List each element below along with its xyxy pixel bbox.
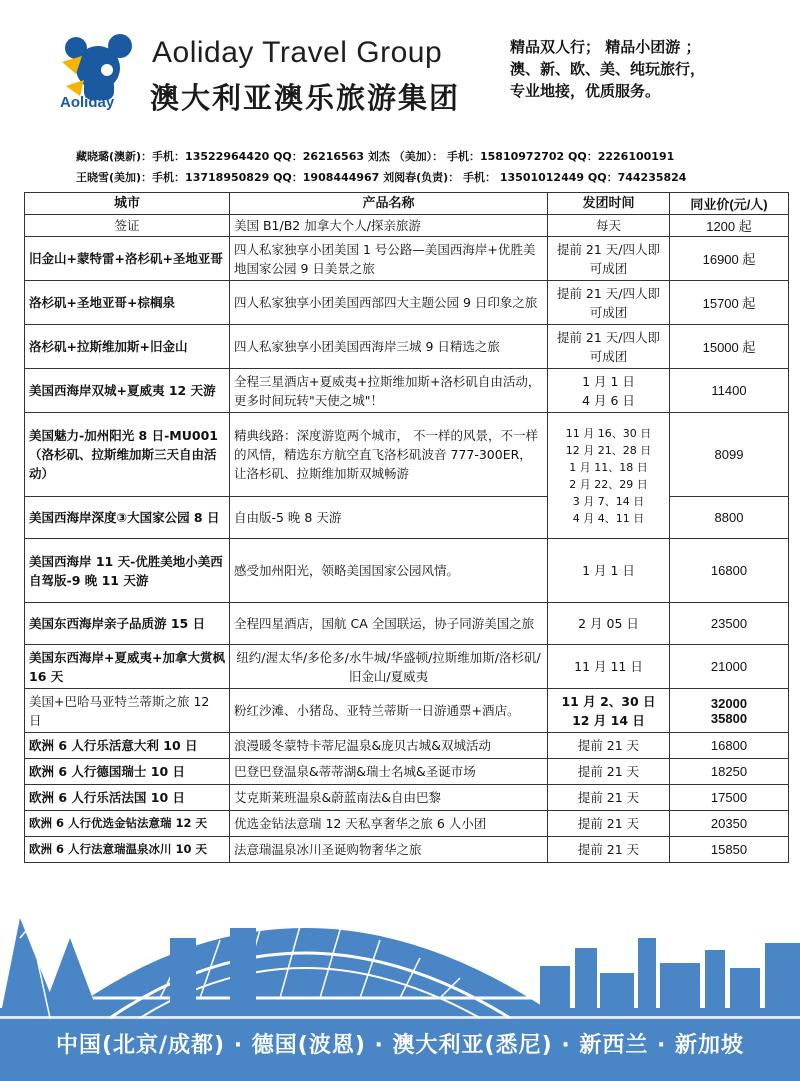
row-product: 艾克斯莱班温泉&蔚蓝南法&自由巴黎 xyxy=(230,785,548,811)
row-date-merged xyxy=(548,413,670,539)
row-date: 每天 xyxy=(548,215,670,237)
row-price xyxy=(670,689,789,733)
table-row xyxy=(25,603,789,645)
row-city: 美国东西海岸亲子品质游 15 日 xyxy=(25,603,230,645)
table-row xyxy=(25,325,789,369)
row-product: 巴登巴登温泉&蒂蒂湖&瑞士名城&圣诞市场 xyxy=(230,759,548,785)
row-date xyxy=(548,689,670,733)
row-city: 欧洲 6 人行乐活法国 10 日 xyxy=(25,785,230,811)
date-line: 4 月 4、11 日 xyxy=(572,511,645,525)
table-row xyxy=(25,215,789,237)
row-city: 洛杉矶+圣地亚哥+棕榈泉 xyxy=(25,281,230,325)
date-line: 4 月 6 日 xyxy=(582,392,635,408)
table-row xyxy=(25,645,789,689)
row-city: 美国+巴哈马亚特兰蒂斯之旅 12 日 xyxy=(25,689,230,733)
row-product: 精典线路：深度游览两个城市， 不一样的风景，不一样的风情，精选东方航空直飞洛杉矶波音 777-300ER，让洛杉矶、拉斯维加斯双城畅游 xyxy=(230,413,548,497)
row-product: 全程三星酒店+夏威夷+拉斯维加斯+洛杉矶自由活动，更多时间玩转"天使之城"！ xyxy=(230,369,548,413)
row-price: 8099 xyxy=(670,413,789,497)
price-line: 35800 xyxy=(710,710,748,726)
date-line: 12 月 14 日 xyxy=(572,712,645,728)
date-line: 2 月 22、29 日 xyxy=(569,477,648,491)
header-city: 城市 xyxy=(25,193,230,215)
price-line: 32000 xyxy=(710,695,748,711)
row-city: 旧金山+蒙特雷+洛杉矶+圣地亚哥 xyxy=(25,237,230,281)
row-price: 1200 起 xyxy=(670,215,789,237)
row-city: 美国西海岸深度③大国家公园 8 日 xyxy=(25,497,230,539)
tagline-line: 专业地接，优质服务。 xyxy=(510,82,661,100)
date-line: 1 月 11、18 日 xyxy=(569,460,648,474)
product-price-table xyxy=(24,192,789,863)
table-row xyxy=(25,369,789,413)
contact-line: 王晓雪(美加)：手机：13718950829 QQ：1908444967 刘阅春(负责)： 手机： 13501012449 QQ：744235824 xyxy=(76,171,687,184)
table-row xyxy=(25,237,789,281)
row-price: 23500 xyxy=(670,603,789,645)
header-departure: 发团时间 xyxy=(548,193,670,215)
row-price: 18250 xyxy=(670,759,789,785)
table-row xyxy=(25,759,789,785)
table-row xyxy=(25,811,789,837)
row-city: 欧洲 6 人行乐活意大利 10 日 xyxy=(25,733,230,759)
table-row xyxy=(25,785,789,811)
row-city: 签证 xyxy=(25,215,230,237)
row-date: 提前 21 天/四人即可成团 xyxy=(548,237,670,281)
row-city: 美国魅力-加州阳光 8 日-MU001（洛杉矶、拉斯维加斯三天自由活动） xyxy=(25,413,230,497)
row-product: 优选金钻法意瑞 12 天私享奢华之旅 6 人小团 xyxy=(230,811,548,837)
row-city: 欧洲 6 人行优选金钻法意瑞 12 天 xyxy=(25,811,230,837)
row-date: 提前 21 天 xyxy=(548,759,670,785)
row-product: 美国 B1/B2 加拿大个人/探亲旅游 xyxy=(230,215,548,237)
row-price: 16800 xyxy=(670,733,789,759)
row-price: 20350 xyxy=(670,811,789,837)
tagline xyxy=(510,36,790,102)
date-line: 1 月 1 日 xyxy=(582,373,635,389)
row-product: 全程四星酒店，国航 CA 全国联运，协子同游美国之旅 xyxy=(230,603,548,645)
row-product: 感受加州阳光，领略美国国家公园风情。 xyxy=(230,539,548,603)
row-price: 8800 xyxy=(670,497,789,539)
row-date: 2 月 05 日 xyxy=(548,603,670,645)
logo-wordmark: Aoliday xyxy=(60,94,115,111)
header-product: 产品名称 xyxy=(230,193,548,215)
row-date: 提前 21 天 xyxy=(548,733,670,759)
row-product: 四人私家独享小团美国 1 号公路—美国西海岸+优胜美地国家公园 9 日美景之旅 xyxy=(230,237,548,281)
row-price: 11400 xyxy=(670,369,789,413)
row-product: 纽约/渥太华/多伦多/水牛城/华盛顿/拉斯维加斯/洛杉矶/旧金山/夏威夷 xyxy=(230,645,548,689)
row-price: 17500 xyxy=(670,785,789,811)
tagline-line: 澳、新、欧、美、纯玩旅行， xyxy=(510,60,706,78)
row-product: 法意瑞温泉冰川圣诞购物奢华之旅 xyxy=(230,837,548,863)
row-product: 四人私家独享小团美国西海岸三城 9 日精选之旅 xyxy=(230,325,548,369)
table-row xyxy=(25,497,789,539)
row-city: 洛杉矶+拉斯维加斯+旧金山 xyxy=(25,325,230,369)
row-price: 16900 起 xyxy=(670,237,789,281)
tagline-line: 精品双人行； 精品小团游 ； xyxy=(510,38,701,56)
table-row xyxy=(25,413,789,497)
date-line: 3 月 7、14 日 xyxy=(572,494,645,508)
row-city: 美国西海岸 11 天-优胜美地小美西自驾版-9 晚 11 天游 xyxy=(25,539,230,603)
contact-list xyxy=(76,146,686,188)
row-date: 提前 21 天 xyxy=(548,811,670,837)
row-date: 提前 21 天 xyxy=(548,837,670,863)
date-line: 11 月 16、30 日 xyxy=(565,426,652,440)
row-product: 四人私家独享小团美国西部四大主题公园 9 日印象之旅 xyxy=(230,281,548,325)
table-header-row xyxy=(25,193,789,215)
brand-name-chinese: 澳大利亚澳乐旅游集团 xyxy=(150,81,461,115)
row-date: 11 月 11 日 xyxy=(548,645,670,689)
row-date: 1 月 1 日 xyxy=(548,539,670,603)
date-line: 12 月 21、28 日 xyxy=(565,443,652,457)
row-city: 欧洲 6 人行德国瑞士 10 日 xyxy=(25,759,230,785)
row-product: 浪漫暖冬蒙特卡蒂尼温泉&庞贝古城&双城活动 xyxy=(230,733,548,759)
row-price: 15000 起 xyxy=(670,325,789,369)
row-city: 美国西海岸双城+夏威夷 12 天游 xyxy=(25,369,230,413)
row-price: 15850 xyxy=(670,837,789,863)
row-price: 21000 xyxy=(670,645,789,689)
row-product: 自由版-5 晚 8 天游 xyxy=(230,497,548,539)
table-row xyxy=(25,733,789,759)
table-row xyxy=(25,281,789,325)
date-line: 11 月 2、30 日 xyxy=(561,693,656,709)
brand-name-english: Aoliday Travel Group xyxy=(152,36,443,69)
header-price: 同业价(元/人) xyxy=(670,193,789,215)
row-city: 美国东西海岸+夏威夷+加拿大赏枫 16 天 xyxy=(25,645,230,689)
row-date: 提前 21 天/四人即可成团 xyxy=(548,281,670,325)
row-date: 提前 21 天 xyxy=(548,785,670,811)
row-product: 粉红沙滩、小猪岛、亚特兰蒂斯一日游通票+酒店。 xyxy=(230,689,548,733)
row-price: 15700 起 xyxy=(670,281,789,325)
table-row xyxy=(25,837,789,863)
footer-locations: 中国(北京/成都) · 德国(波恩) · 澳大利亚(悉尼) · 新西兰 · 新加坡 xyxy=(55,1033,745,1058)
row-date: 提前 21 天/四人即可成团 xyxy=(548,325,670,369)
contact-line: 藏晓璐(澳新)：手机：13522964420 QQ：26216563 刘杰 （美加）： 手机：15810972702 QQ：2226100191 xyxy=(76,150,675,163)
row-city: 欧洲 6 人行法意瑞温泉冰川 10 天 xyxy=(25,837,230,863)
row-price: 16800 xyxy=(670,539,789,603)
table-row xyxy=(25,539,789,603)
table-row xyxy=(25,689,789,733)
row-date xyxy=(548,369,670,413)
